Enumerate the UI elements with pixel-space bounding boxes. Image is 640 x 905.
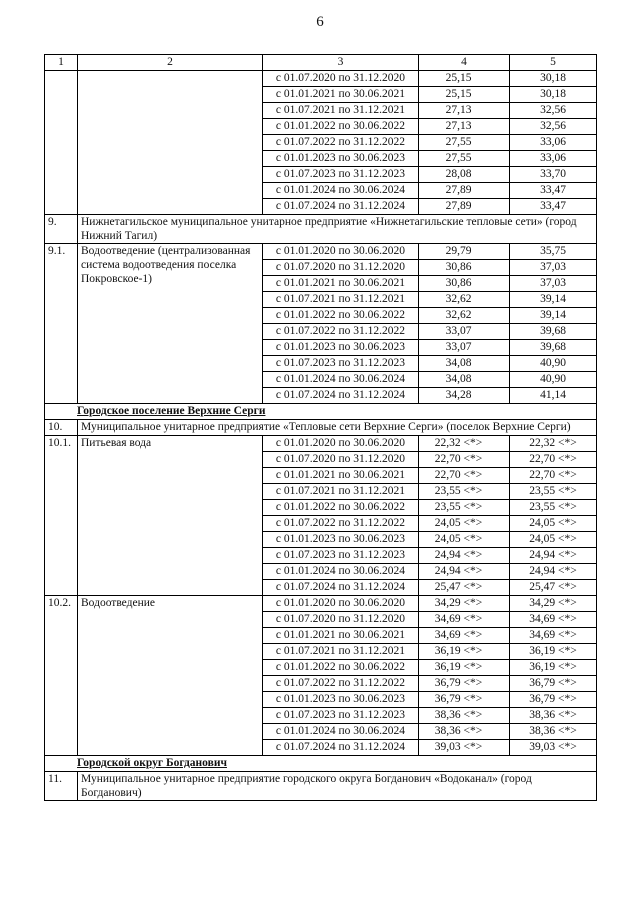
value-col-5: 24,05 <*> [510, 516, 597, 532]
tariff-row [45, 596, 597, 612]
value-col-5: 33,70 [510, 167, 597, 183]
period-cell: с 01.07.2021 по 31.12.2021 [263, 103, 419, 119]
period-cell: с 01.01.2021 по 30.06.2021 [263, 468, 419, 484]
period-cell: с 01.01.2021 по 30.06.2021 [263, 87, 419, 103]
section-row [45, 756, 597, 772]
header-col-1: 1 [45, 55, 78, 71]
period-cell: с 01.01.2022 по 30.06.2022 [263, 308, 419, 324]
item-number: 9.1. [45, 244, 78, 404]
organization-row [45, 772, 597, 801]
period-cell: с 01.07.2022 по 31.12.2022 [263, 516, 419, 532]
value-col-5: 39,14 [510, 292, 597, 308]
value-col-5: 23,55 <*> [510, 484, 597, 500]
service-name [78, 71, 263, 215]
value-col-4: 36,19 <*> [419, 660, 510, 676]
value-col-5: 22,70 <*> [510, 452, 597, 468]
period-cell: с 01.07.2024 по 31.12.2024 [263, 740, 419, 756]
value-col-4: 27,55 [419, 151, 510, 167]
organization-name: Муниципальное унитарное предприятие городского округа Богданович «Водоканал» (город Богданович) [78, 772, 597, 801]
period-cell: с 01.01.2024 по 30.06.2024 [263, 564, 419, 580]
period-cell: с 01.07.2023 по 31.12.2023 [263, 548, 419, 564]
value-col-4: 34,08 [419, 356, 510, 372]
period-cell: с 01.07.2020 по 31.12.2020 [263, 452, 419, 468]
organization-name: Нижнетагильское муниципальное унитарное предприятие «Нижнетагильские тепловые сети» (город Нижний Тагил) [78, 215, 597, 244]
value-col-5: 35,75 [510, 244, 597, 260]
value-col-4: 22,70 <*> [419, 452, 510, 468]
value-col-4: 24,94 <*> [419, 548, 510, 564]
period-cell: с 01.01.2020 по 30.06.2020 [263, 436, 419, 452]
value-col-4: 24,94 <*> [419, 564, 510, 580]
period-cell: с 01.07.2020 по 31.12.2020 [263, 260, 419, 276]
value-col-5: 37,03 [510, 276, 597, 292]
value-col-4: 38,36 <*> [419, 708, 510, 724]
value-col-5: 32,56 [510, 119, 597, 135]
value-col-4: 25,15 [419, 71, 510, 87]
value-col-4: 27,55 [419, 135, 510, 151]
section-title: Городское поселение Верхние Серги [45, 404, 597, 420]
value-col-4: 34,69 <*> [419, 612, 510, 628]
period-cell: с 01.01.2021 по 30.06.2021 [263, 628, 419, 644]
value-col-5: 39,68 [510, 324, 597, 340]
period-cell: с 01.07.2021 по 31.12.2021 [263, 292, 419, 308]
period-cell: с 01.07.2022 по 31.12.2022 [263, 324, 419, 340]
value-col-5: 36,79 <*> [510, 692, 597, 708]
value-col-5: 36,19 <*> [510, 644, 597, 660]
value-col-4: 34,28 [419, 388, 510, 404]
period-cell: с 01.01.2023 по 30.06.2023 [263, 340, 419, 356]
value-col-5: 25,47 <*> [510, 580, 597, 596]
value-col-5: 32,56 [510, 103, 597, 119]
value-col-5: 37,03 [510, 260, 597, 276]
tariff-table [44, 54, 597, 801]
tariff-row [45, 71, 597, 87]
value-col-4: 28,08 [419, 167, 510, 183]
item-number [45, 71, 78, 215]
period-cell: с 01.07.2023 по 31.12.2023 [263, 167, 419, 183]
value-col-5: 41,14 [510, 388, 597, 404]
value-col-4: 32,62 [419, 308, 510, 324]
value-col-5: 36,19 <*> [510, 660, 597, 676]
value-col-5: 33,47 [510, 183, 597, 199]
period-cell: с 01.07.2022 по 31.12.2022 [263, 676, 419, 692]
value-col-4: 27,13 [419, 119, 510, 135]
tariff-row [45, 244, 597, 260]
value-col-4: 25,15 [419, 87, 510, 103]
value-col-4: 22,70 <*> [419, 468, 510, 484]
value-col-4: 22,32 <*> [419, 436, 510, 452]
value-col-4: 24,05 <*> [419, 532, 510, 548]
value-col-4: 38,36 <*> [419, 724, 510, 740]
section-title: Городской округ Богданович [45, 756, 597, 772]
organization-row [45, 215, 597, 244]
item-number: 11. [45, 772, 78, 801]
period-cell: с 01.07.2024 по 31.12.2024 [263, 199, 419, 215]
value-col-5: 40,90 [510, 356, 597, 372]
value-col-5: 33,06 [510, 135, 597, 151]
period-cell: с 01.01.2020 по 30.06.2020 [263, 244, 419, 260]
value-col-5: 34,69 <*> [510, 612, 597, 628]
value-col-5: 30,18 [510, 87, 597, 103]
period-cell: с 01.07.2020 по 31.12.2020 [263, 71, 419, 87]
value-col-5: 39,68 [510, 340, 597, 356]
value-col-4: 23,55 <*> [419, 484, 510, 500]
period-cell: с 01.01.2022 по 30.06.2022 [263, 500, 419, 516]
period-cell: с 01.01.2024 по 30.06.2024 [263, 183, 419, 199]
service-name: Питьевая вода [78, 436, 263, 596]
organization-name: Муниципальное унитарное предприятие «Тепловые сети Верхние Серги» (поселок Верхние Серги) [78, 420, 597, 436]
value-col-4: 34,29 <*> [419, 596, 510, 612]
value-col-5: 36,79 <*> [510, 676, 597, 692]
value-col-4: 32,62 [419, 292, 510, 308]
header-col-5: 5 [510, 55, 597, 71]
value-col-5: 38,36 <*> [510, 708, 597, 724]
value-col-4: 36,79 <*> [419, 692, 510, 708]
period-cell: с 01.01.2024 по 30.06.2024 [263, 372, 419, 388]
period-cell: с 01.01.2024 по 30.06.2024 [263, 724, 419, 740]
tariff-row [45, 436, 597, 452]
value-col-5: 23,55 <*> [510, 500, 597, 516]
period-cell: с 01.07.2020 по 31.12.2020 [263, 612, 419, 628]
period-cell: с 01.07.2024 по 31.12.2024 [263, 580, 419, 596]
value-col-5: 24,94 <*> [510, 564, 597, 580]
value-col-4: 30,86 [419, 260, 510, 276]
organization-row [45, 420, 597, 436]
value-col-5: 24,94 <*> [510, 548, 597, 564]
header-row [45, 55, 597, 71]
value-col-4: 25,47 <*> [419, 580, 510, 596]
period-cell: с 01.01.2021 по 30.06.2021 [263, 276, 419, 292]
value-col-5: 39,03 <*> [510, 740, 597, 756]
value-col-5: 22,32 <*> [510, 436, 597, 452]
period-cell: с 01.07.2024 по 31.12.2024 [263, 388, 419, 404]
period-cell: с 01.01.2023 по 30.06.2023 [263, 692, 419, 708]
value-col-5: 40,90 [510, 372, 597, 388]
period-cell: с 01.01.2023 по 30.06.2023 [263, 151, 419, 167]
value-col-4: 39,03 <*> [419, 740, 510, 756]
value-col-4: 34,08 [419, 372, 510, 388]
period-cell: с 01.01.2022 по 30.06.2022 [263, 660, 419, 676]
item-number: 10.2. [45, 596, 78, 756]
value-col-4: 30,86 [419, 276, 510, 292]
value-col-5: 24,05 <*> [510, 532, 597, 548]
header-col-4: 4 [419, 55, 510, 71]
period-cell: с 01.07.2021 по 31.12.2021 [263, 484, 419, 500]
value-col-5: 33,47 [510, 199, 597, 215]
page-number: 6 [316, 14, 324, 30]
period-cell: с 01.07.2023 по 31.12.2023 [263, 356, 419, 372]
value-col-4: 27,13 [419, 103, 510, 119]
service-name: Водоотведение (централизованная система водоотведения поселка Покровское-1) [78, 244, 263, 404]
value-col-4: 27,89 [419, 199, 510, 215]
value-col-5: 39,14 [510, 308, 597, 324]
value-col-4: 27,89 [419, 183, 510, 199]
period-cell: с 01.07.2022 по 31.12.2022 [263, 135, 419, 151]
period-cell: с 01.01.2023 по 30.06.2023 [263, 532, 419, 548]
value-col-5: 22,70 <*> [510, 468, 597, 484]
value-col-4: 29,79 [419, 244, 510, 260]
value-col-5: 33,06 [510, 151, 597, 167]
value-col-4: 33,07 [419, 340, 510, 356]
item-number: 9. [45, 215, 78, 244]
period-cell: с 01.01.2022 по 30.06.2022 [263, 119, 419, 135]
value-col-4: 33,07 [419, 324, 510, 340]
period-cell: с 01.01.2020 по 30.06.2020 [263, 596, 419, 612]
item-number: 10. [45, 420, 78, 436]
period-cell: с 01.07.2023 по 31.12.2023 [263, 708, 419, 724]
value-col-4: 36,79 <*> [419, 676, 510, 692]
section-row [45, 404, 597, 420]
value-col-4: 36,19 <*> [419, 644, 510, 660]
value-col-4: 34,69 <*> [419, 628, 510, 644]
value-col-5: 30,18 [510, 71, 597, 87]
value-col-5: 38,36 <*> [510, 724, 597, 740]
value-col-4: 23,55 <*> [419, 500, 510, 516]
period-cell: с 01.07.2021 по 31.12.2021 [263, 644, 419, 660]
service-name: Водоотведение [78, 596, 263, 756]
header-col-2: 2 [78, 55, 263, 71]
header-col-3: 3 [263, 55, 419, 71]
value-col-4: 24,05 <*> [419, 516, 510, 532]
value-col-5: 34,69 <*> [510, 628, 597, 644]
item-number: 10.1. [45, 436, 78, 596]
value-col-5: 34,29 <*> [510, 596, 597, 612]
